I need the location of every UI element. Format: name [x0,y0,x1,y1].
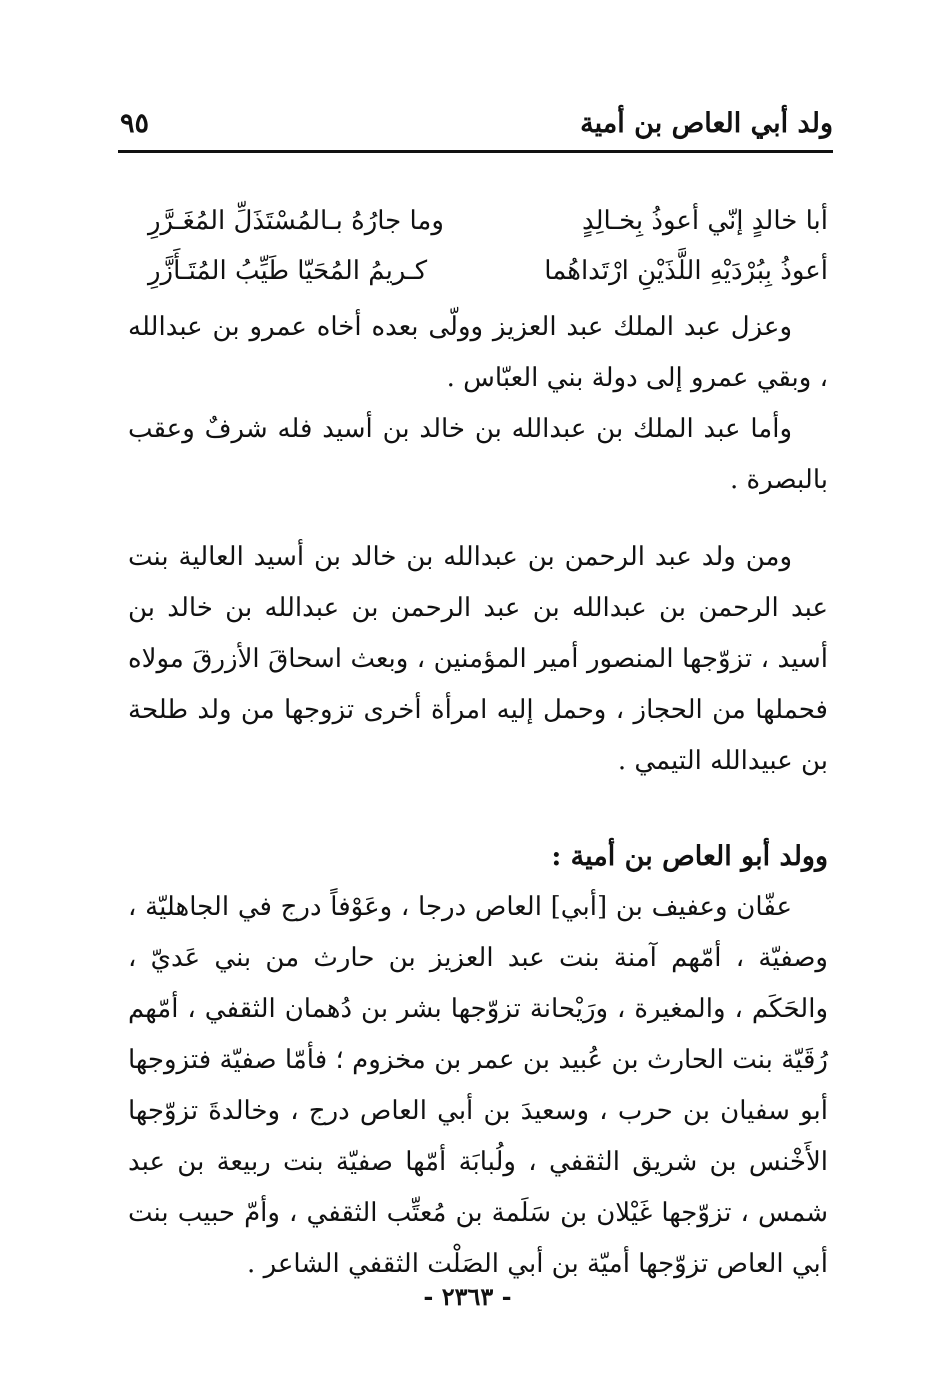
page-header [118,108,833,148]
section-heading: وولد أبو العاص بن أمية : [551,841,828,872]
header-rule [118,150,833,153]
poem-verse [128,196,828,246]
running-title: ولد أبي العاص بن أمية [580,108,833,139]
section-paragraph: عفّان وعفيف بن [أبي] العاص درجا ، وعَوْفاً درج في الجاهليّة ، وصفيّة ، أمّهم آمنة بنت عبد العزيز بن حارث من بني عَديّ ، والحَكَم ، والمغيرة ، ورَيْحانة تزوّجها بشر بن دُهمان الثقفي ، أمّهم رُقَيّة بنت الحارث بن عُبيد بن عمر بن مخزوم ؛ فأمّا صفيّة فتزوجها أبو سفيان بن حرب ، وسعيدَ بن أبي العاص درج ، وخالدةَ تزوّجها الأَخْنس بن شريق الثقفي ، ولُبابَة أمّها صفيّة بنت ربيعة بن عبد شمس ، تزوّجها غَيْلان بن سَلَمة بن مُعتِّب الثقفي ، وأمّ حبيب بنت أبي العاص تزوّجها أميّة بن أبي الصَلْت الثقفي الشاعر . [128,892,828,1279]
header-page-number: ٩٥ [120,108,150,139]
poem [128,196,828,296]
paragraph: وأما عبد الملك بن عبدالله بن خالد بن أسيد فله شرفٌ وعقب بالبصرة . [128,414,828,495]
verse-first-hemistich: أعوذُ بِبُرْدَيْهِ اللَّذَيْنِ ارْتَداهُما [544,256,828,286]
footer-page-number: - ٢٣٦٣ - [423,1282,512,1311]
paragraph: وعزل عبد الملك عبد العزيز وولّى بعده أخاه عمرو بن عبدالله ، وبقي عمرو إلى دولة بني العبّاس . [128,312,828,393]
poem-verse [128,246,828,296]
verse-second-hemistich: وما جارُهُ بـالمُسْتَذَلِّ المُغَـرَّرِ [148,206,444,236]
page-body [128,196,828,1290]
paragraph: ومن ولد عبد الرحمن بن عبدالله بن خالد بن أسيد العالية بنت عبد الرحمن بن عبدالله بن عبد الرحمن بن عبدالله بن خالد بن أسيد ، تزوّجها المنصور أمير المؤمنين ، وبعث اسحاقَ الأزرقَ مولاه فحملها من الحجاز ، وحمل إليه امرأة أخرى تزوجها من ولد طلحة بن عبيدالله التيمي . [128,542,828,776]
verse-second-hemistich: كـريمُ المُحَيّا طَيِّبُ المُتَـأَزَّرِ [148,256,428,286]
verse-first-hemistich: أبا خالدٍ إنّي أعوذُ بِخـالِدٍ [581,206,828,236]
